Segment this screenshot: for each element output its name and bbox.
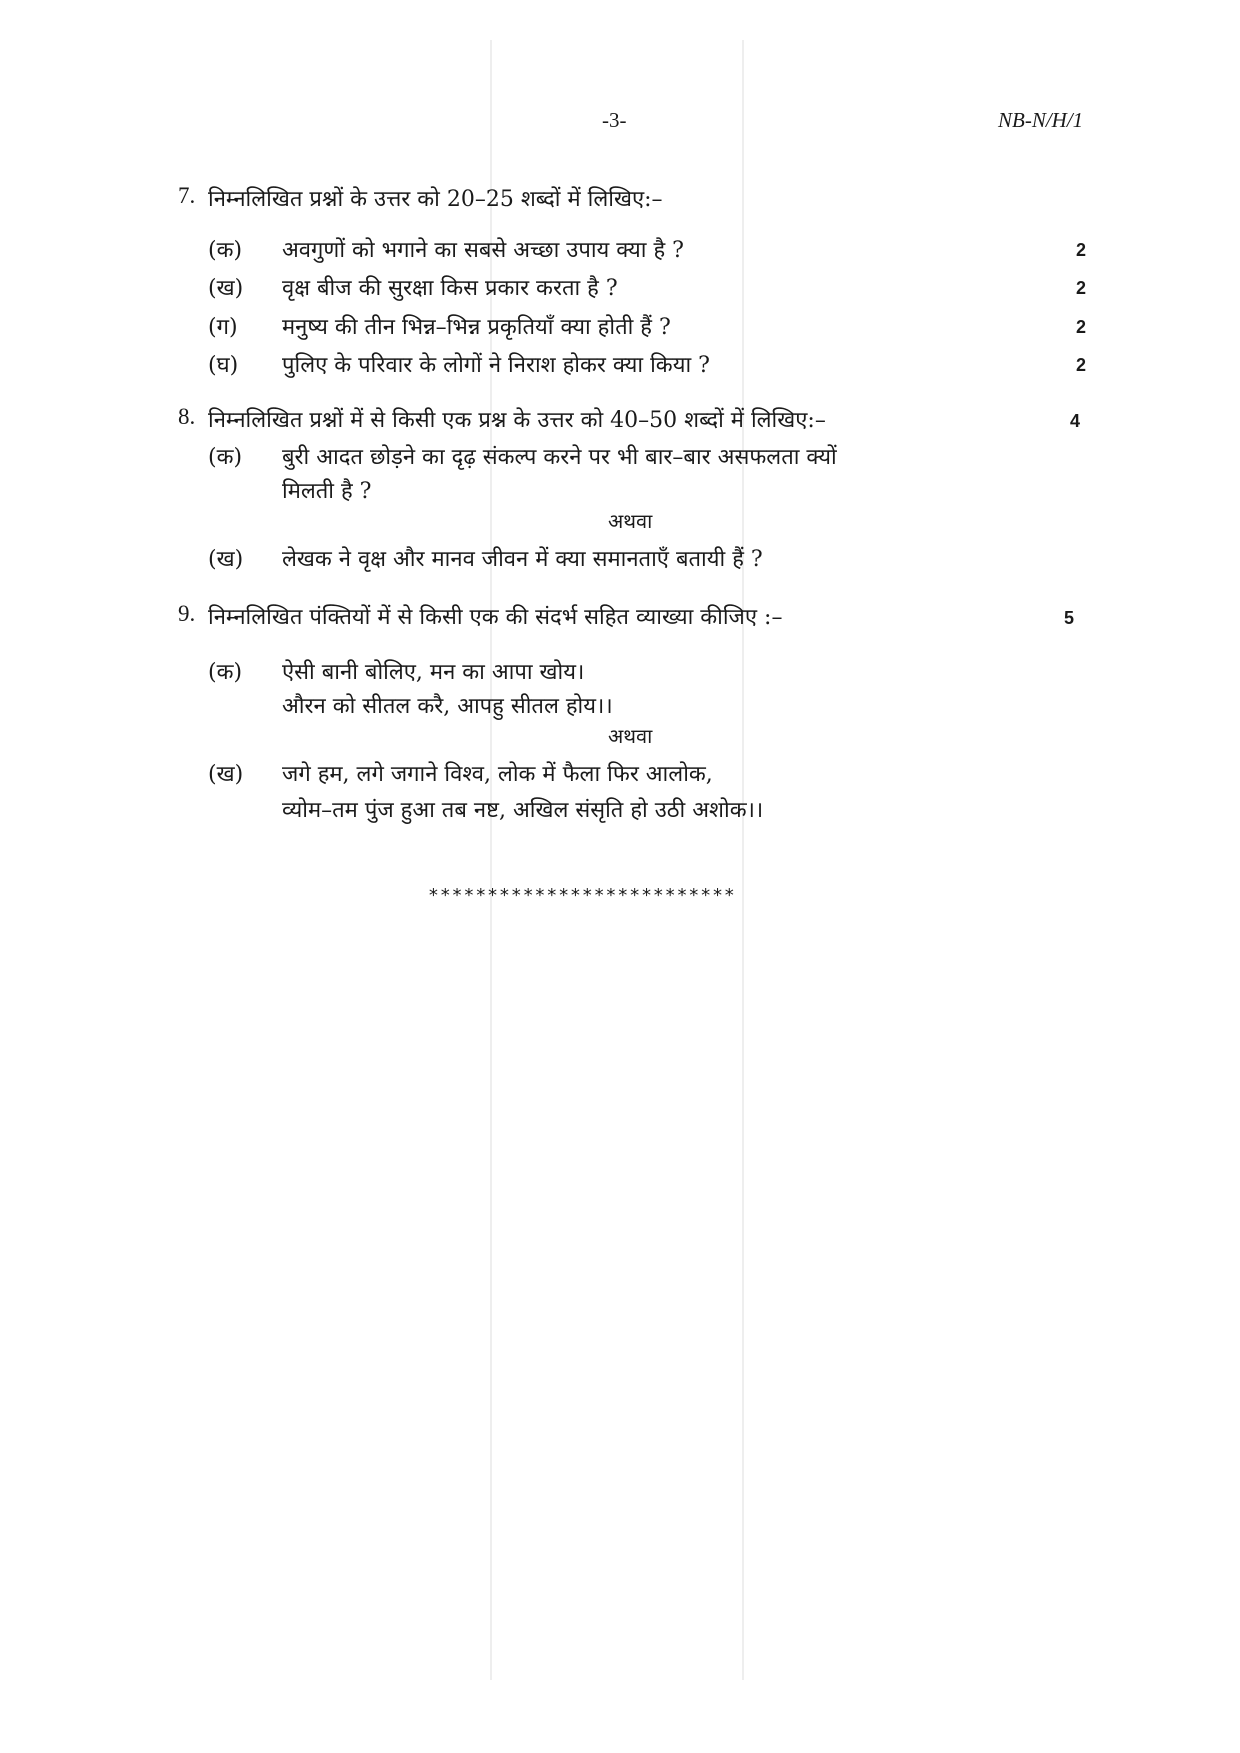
marks: 2 xyxy=(1076,240,1087,260)
marks: 2 xyxy=(1076,317,1087,337)
verse-line: जगे हम, लगे जगाने विश्व, लोक में फैला फिर आलोक, xyxy=(282,762,713,787)
question-text: निम्नलिखित प्रश्नों में से किसी एक प्रश्न के उत्तर को 40–50 शब्दों में लिखिए:– xyxy=(208,408,826,433)
item-label: (घ) xyxy=(208,353,239,378)
item-label: (ग) xyxy=(208,315,238,340)
question-number: 7. xyxy=(178,183,196,208)
verse-line: ऐसी बानी बोलिए, मन का आपा खोय। xyxy=(282,660,585,685)
question-text: निम्नलिखित पंक्तियों में से किसी एक की संदर्भ सहित व्याख्या कीजिए :– xyxy=(208,605,783,630)
marks: 5 xyxy=(1064,608,1075,628)
item-label: (ख) xyxy=(208,547,244,572)
item-label: (ख) xyxy=(208,762,244,787)
paper-code: NB-N/H/1 xyxy=(998,108,1084,132)
marks: 2 xyxy=(1076,278,1087,298)
question-number: 9. xyxy=(178,601,196,626)
item-text-continued: मिलती है ? xyxy=(282,479,372,504)
or-separator: अथवा xyxy=(608,724,653,748)
item-text: लेखक ने वृक्ष और मानव जीवन में क्या समानताएँ बतायी हैं ? xyxy=(282,547,763,572)
item-text: वृक्ष बीज की सुरक्षा किस प्रकार करता है ? xyxy=(282,276,618,301)
question-text: निम्नलिखित प्रश्नों के उत्तर को 20–25 शब्दों में लिखिए:– xyxy=(208,187,663,212)
item-text: अवगुणों को भगाने का सबसे अच्छा उपाय क्या है ? xyxy=(282,238,684,263)
item-text: मनुष्य की तीन भिन्न–भिन्न प्रकृतियाँ क्या होती हैं ? xyxy=(282,315,671,340)
item-text: पुलिए के परिवार के लोगों ने निराश होकर क्या किया ? xyxy=(282,353,710,378)
question-number: 8. xyxy=(178,404,196,429)
or-separator: अथवा xyxy=(608,509,653,533)
item-label: (क) xyxy=(208,238,243,263)
item-label: (क) xyxy=(208,445,243,470)
item-label: (क) xyxy=(208,660,243,685)
item-text: बुरी आदत छोड़ने का दृढ़ संकल्प करने पर भी बार–बार असफलता क्यों xyxy=(282,445,837,470)
page-number: -3- xyxy=(602,108,627,132)
scan-fold-line xyxy=(742,40,744,1680)
verse-line: व्योम–तम पुंज हुआ तब नष्ट, अखिल संसृति हो उठी अशोक।। xyxy=(282,798,764,823)
marks: 2 xyxy=(1076,355,1087,375)
end-of-paper-stars: ************************** xyxy=(428,885,736,906)
marks: 4 xyxy=(1070,411,1081,431)
verse-line: औरन को सीतल करै, आपहु सीतल होय।। xyxy=(282,694,613,719)
item-label: (ख) xyxy=(208,276,244,301)
